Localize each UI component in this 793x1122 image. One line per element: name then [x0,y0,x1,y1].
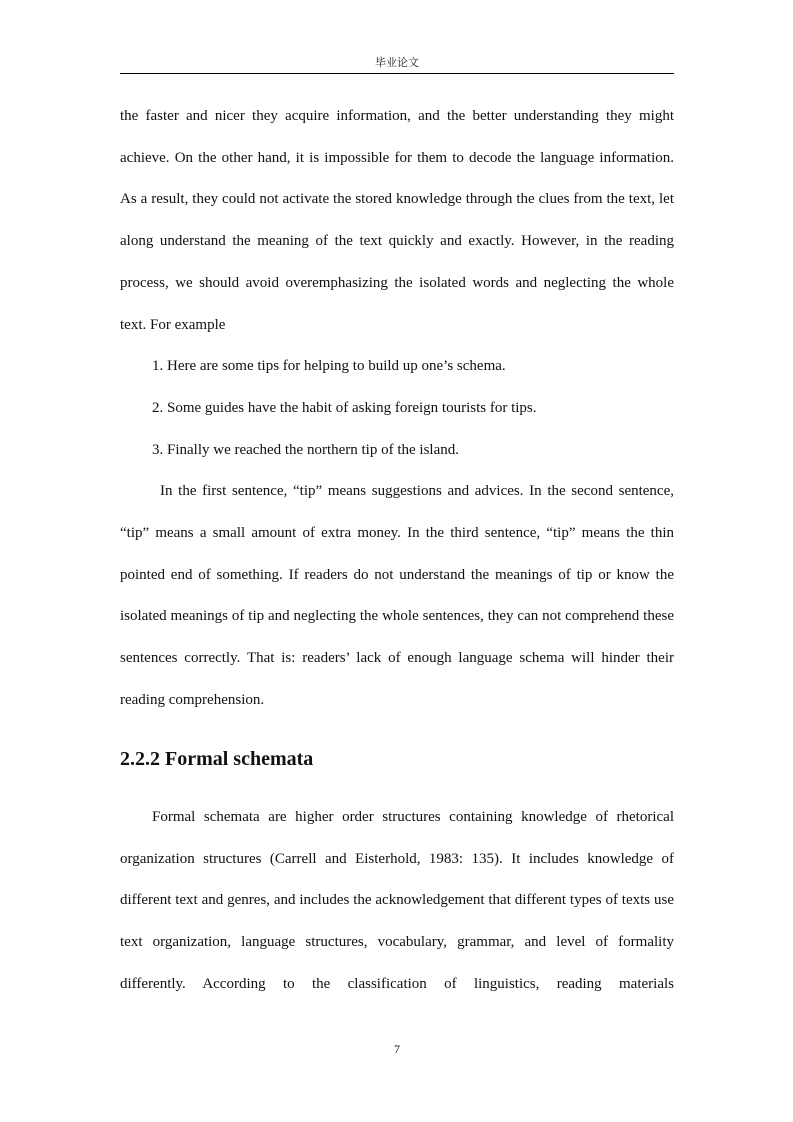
paragraph-continuation: the faster and nicer they acquire information, and the better understanding they might achieve. On the other hand, it is impossible for them to decode the language information. As a result, they could not activate the stored knowledge through the clues from the text, let along understand the meaning of the text quickly and exactly. However, in the reading process, we should avoid overemphasizing the isolated words and neglecting the whole text. For example [120,108,674,333]
running-header: 毕业论文 [375,56,419,69]
paragraph-tip-explanation: In the first sentence, “tip” means suggestions and advices. In the second sentence, “tip” means a small amount of extra money. In the third sentence, “tip” means the thin pointed end of something. If readers do not understand the meanings of tip or know the isolated meanings of tip and neglecting the whole sentences, they can not comprehend these sentences correctly. That is: readers’ lack of enough language schema will hinder their reading comprehension. [120,483,674,708]
header-divider [120,73,674,74]
example-sentence-3: 3. Finally we reached the northern tip of the island. [152,441,459,458]
example-sentence-1: 1. Here are some tips for helping to build up one’s schema. [152,358,506,375]
example-sentence-2: 2. Some guides have the habit of asking foreign tourists for tips. [152,399,537,416]
body-text-block [120,96,674,722]
section-heading: 2.2.2 Formal schemata [120,748,314,770]
paragraph-formal-schemata: Formal schemata are higher order structures containing knowledge of rhetorical organization structures (Carrell and Eisterhold, 1983: 135). It includes knowledge of different text and genres, and includes the acknowledgement that different types of texts use text organization, language structures, vocabulary, grammar, and level of formality differently. According to the classification of linguistics, reading materials [120,809,674,992]
page-number: 7 [394,1042,400,1056]
body-text-block-2 [120,797,674,1006]
